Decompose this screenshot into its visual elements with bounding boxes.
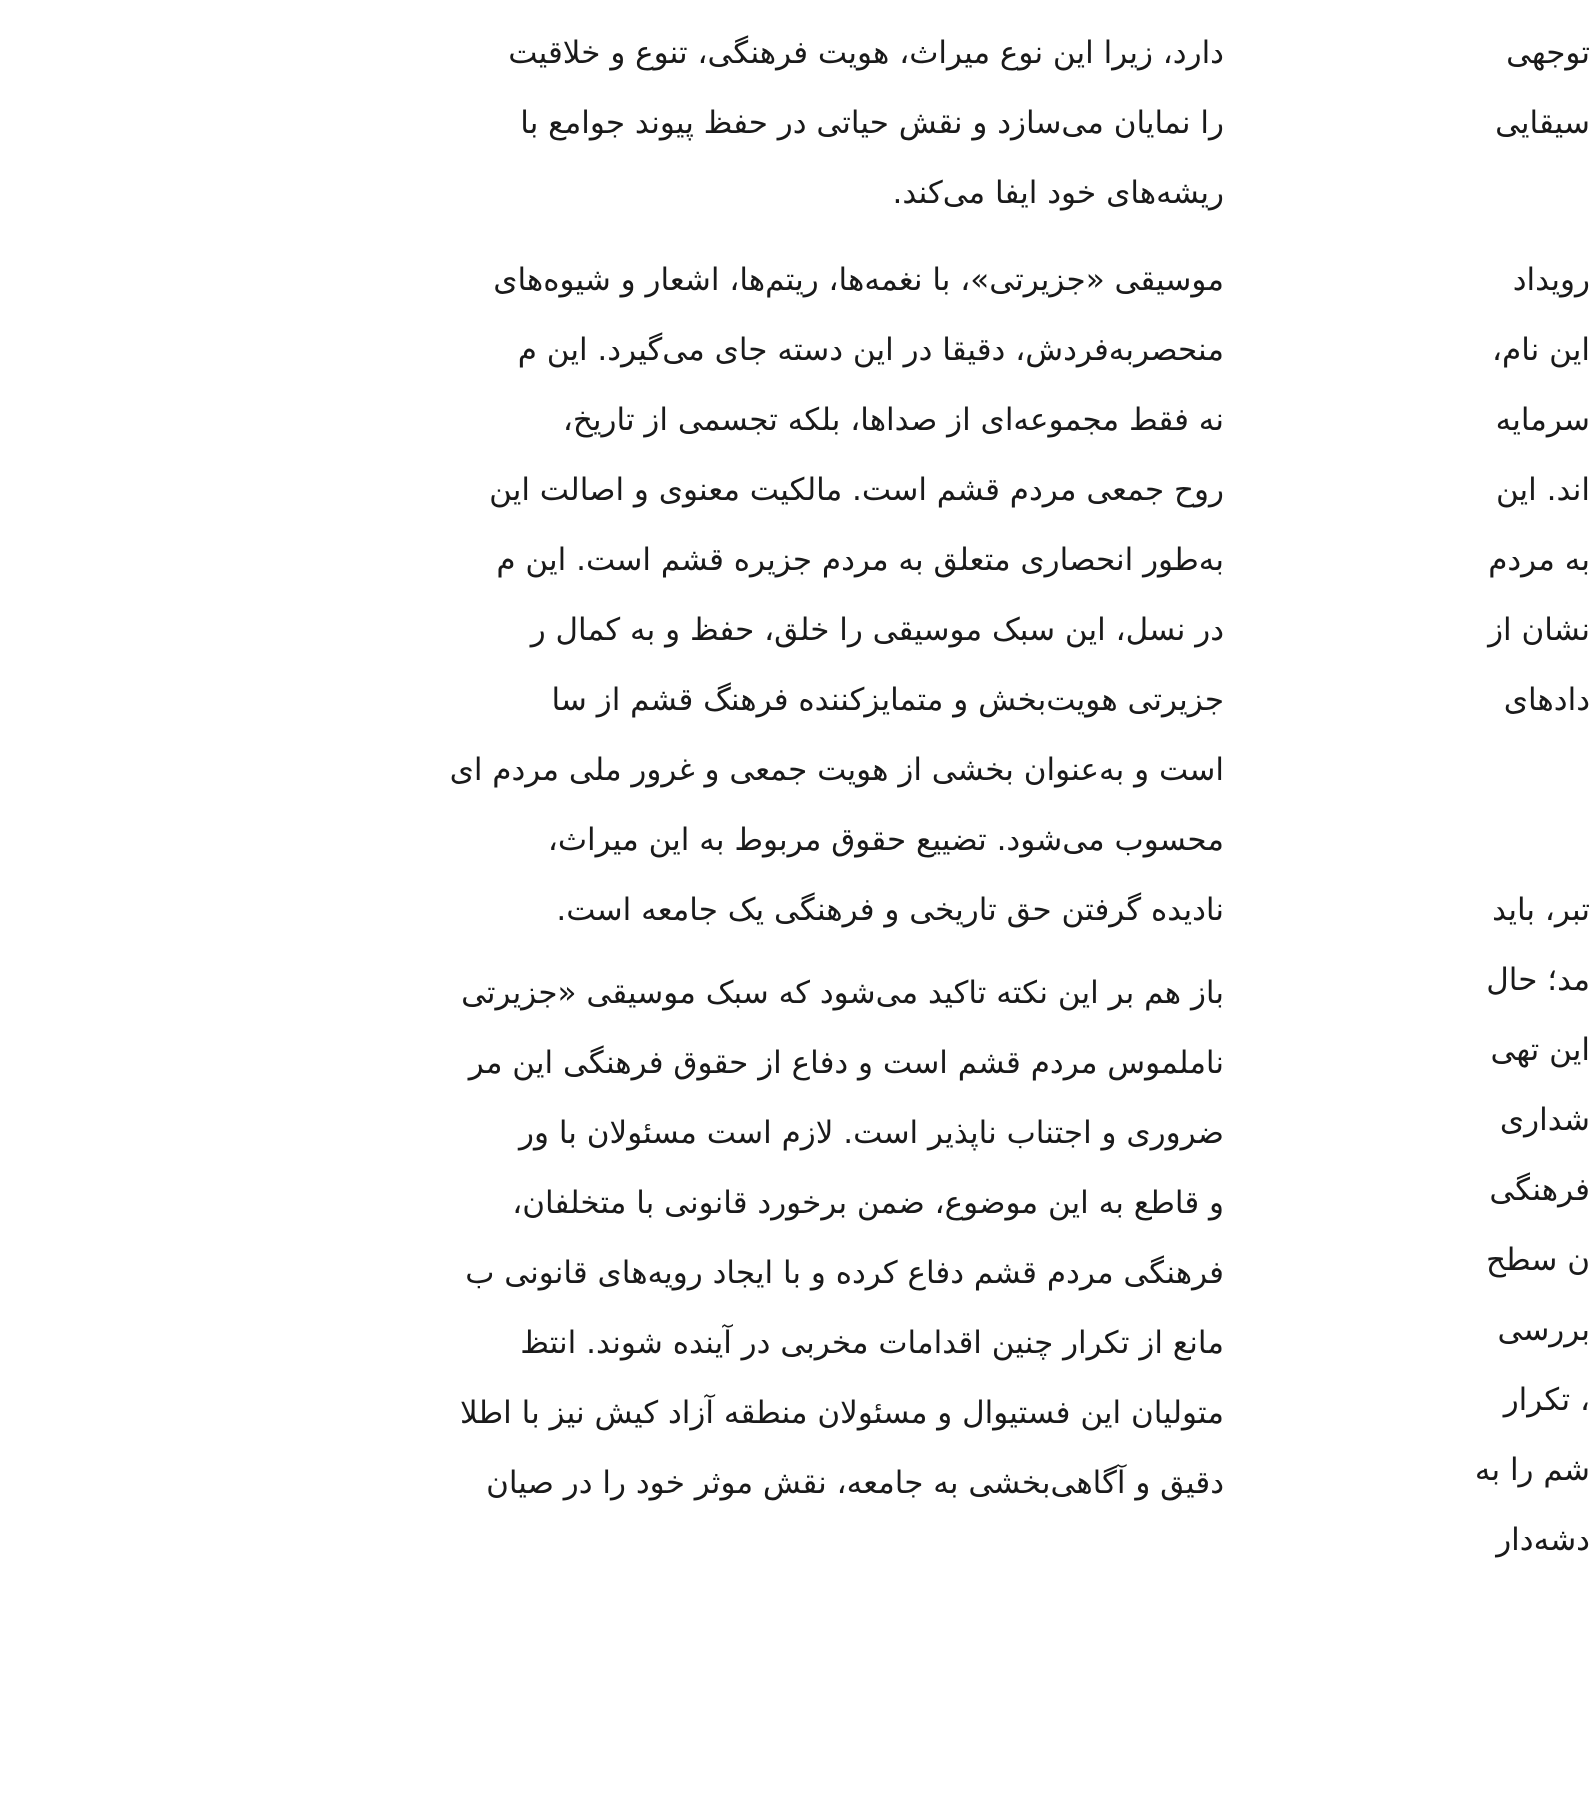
main-line-21: دقیق و آگاهی‌بخشی به جامعه، نقش موثر خود را در صیان <box>486 1465 1224 1501</box>
main-line-3: ریشه‌های خود ایفا می‌کند. <box>892 175 1224 211</box>
main-line-20: متولیان این فستیوال و مسئولان منطقه آزاد کیش نیز با اطلا <box>459 1395 1224 1431</box>
main-line-9: در نسل، این سبک موسیقی را خلق، حفظ و به کمال ر <box>530 612 1224 648</box>
side-line-19: دشه‌دار <box>1496 1522 1590 1558</box>
main-line-8: به‌طور انحصاری متعلق به مردم جزیره قشم است. این م <box>496 542 1224 578</box>
main-line-15: ناملموس مردم قشم است و دفاع از حقوق فرهنگی این مر <box>468 1045 1224 1081</box>
side-line-13: شداری <box>1499 1102 1590 1138</box>
side-line-16: بررسی <box>1497 1312 1590 1348</box>
main-line-16: ضروری و اجتناب ناپذیر است. لازم است مسئولان با ور <box>519 1115 1224 1151</box>
side-line-8: نشان از <box>1488 612 1590 648</box>
side-line-14: فرهنگی <box>1489 1172 1590 1208</box>
main-line-10: جزیرتی هویت‌بخش و متمایزکننده فرهنگ قشم از سا <box>551 682 1224 718</box>
side-line-12: این تهی <box>1490 1032 1590 1068</box>
main-line-7: روح جمعی مردم قشم است. مالکیت معنوی و اصالت این <box>489 472 1224 508</box>
main-line-12: محسوب می‌شود. تضییع حقوق مربوط به این میراث، <box>547 822 1224 858</box>
side-line-15: ن سطح <box>1485 1242 1590 1278</box>
main-line-4: موسیقی «جزیرتی»، با نغمه‌ها، ریتم‌ها، اشعار و شیوه‌های <box>493 262 1224 298</box>
side-line-3: رویداد <box>1512 262 1590 298</box>
side-line-4: این نام، <box>1492 332 1590 368</box>
side-line-9: دادهای <box>1503 682 1590 718</box>
side-line-2: سیقایی <box>1495 105 1590 141</box>
side-line-10: تبر، باید <box>1492 892 1590 928</box>
main-line-6: نه فقط مجموعه‌ای از صداها، بلکه تجسمی از تاریخ، <box>562 402 1224 438</box>
main-line-14: باز هم بر این نکته تاکید می‌شود که سبک موسیقی «جزیرتی <box>461 975 1224 1011</box>
side-line-18: شم را به <box>1474 1452 1590 1488</box>
side-line-7: به مردم <box>1488 542 1590 578</box>
main-line-13: نادیده گرفتن حق تاریخی و فرهنگی یک جامعه است. <box>556 892 1224 928</box>
side-line-5: سرمایه <box>1495 402 1590 438</box>
side-line-6: ‌اند. این <box>1495 472 1590 508</box>
main-line-2: را نمایان می‌سازد و نقش حیاتی در حفظ پیوند جوامع با <box>520 105 1224 141</box>
main-line-11: است و به‌عنوان بخشی از هویت جمعی و غرور ملی مردم ای <box>449 752 1224 788</box>
main-line-17: و قاطع به این موضوع، ضمن برخورد قانونی با متخلفان، <box>512 1185 1224 1221</box>
main-line-19: مانع از تکرار چنین اقدامات مخربی در آینده شوند. انتظ <box>520 1325 1224 1361</box>
side-line-17: ، تکرار <box>1503 1382 1590 1418</box>
main-line-18: فرهنگی مردم قشم دفاع کرده و با ایجاد رویه‌های قانونی ب <box>465 1255 1224 1291</box>
side-line-1: توجهی <box>1506 35 1590 71</box>
main-line-5: منحصربه‌فردش، دقیقا در این دسته جای می‌گیرد. این م <box>517 332 1224 368</box>
main-line-1: دارد، زیرا این نوع میراث، هویت فرهنگی، تنوع و خلاقیت <box>508 35 1224 71</box>
side-line-11: مد؛ حال <box>1486 962 1590 998</box>
